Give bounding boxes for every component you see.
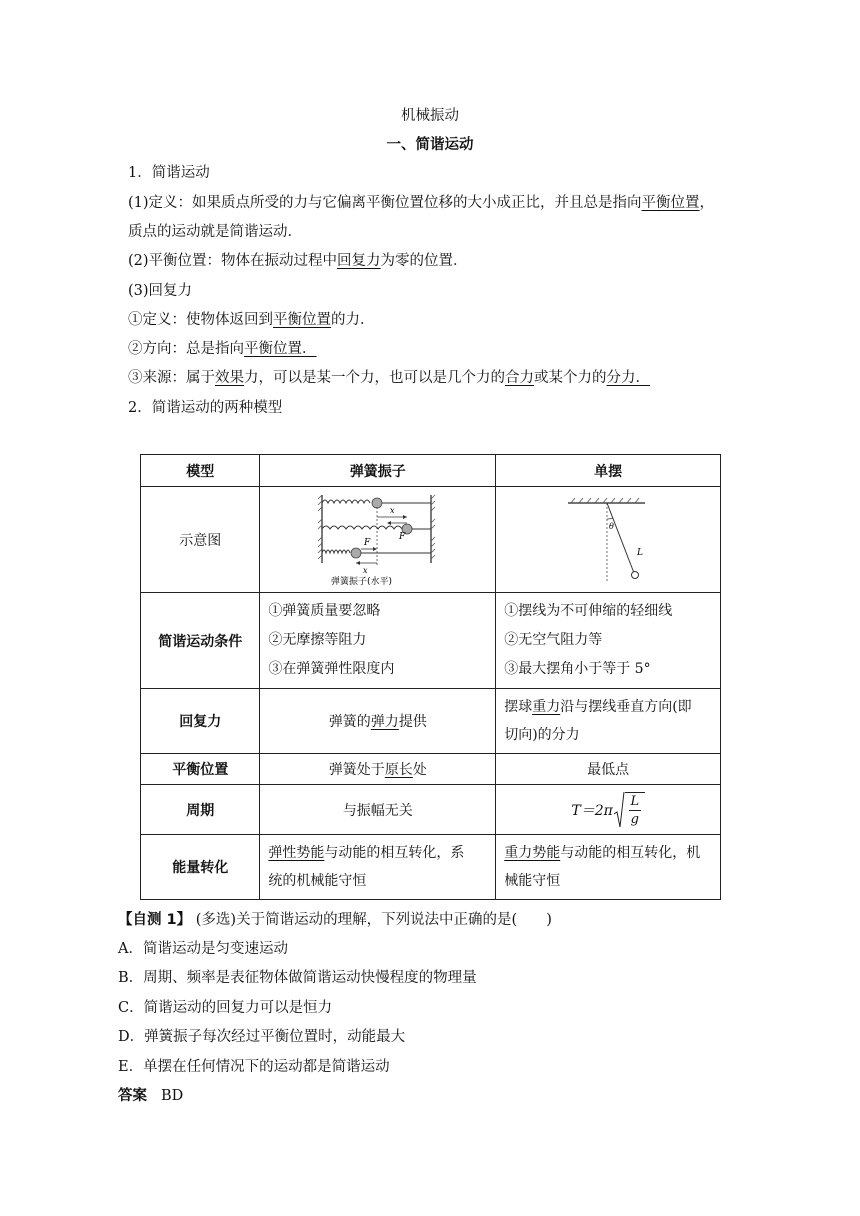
paragraph-two-models: 2．简谐运动的两种模型 <box>128 400 283 416</box>
force-label: F <box>398 531 406 542</box>
paragraph-restoring-force: (3)回复力 <box>128 283 193 299</box>
blank-answer: 弹性势能 <box>268 845 325 861</box>
blank-answer: 弹力 <box>370 714 399 730</box>
force-label: F <box>363 537 371 548</box>
paragraph-rf-definition: ①定义：使物体返回到平衡位置的力． <box>128 312 375 328</box>
quiz-tag: 【自测 1】 <box>118 912 192 928</box>
spring-equilibrium: 弹簧处于原长处 <box>260 754 496 785</box>
quiz-answer <box>118 1086 728 1106</box>
paragraph-definition-cont: 质点的运动就是简谐运动． <box>128 224 302 240</box>
pendulum-conditions: ①摆线为不可伸缩的轻细线 ②无空气阻力等 ③最大摆角小于等于 5° <box>496 593 721 689</box>
table-header: 单摆 <box>496 455 721 487</box>
blank-answer: 重力势能 <box>504 845 561 861</box>
paragraph-equilibrium: (2)平衡位置：物体在振动过程中回复力为零的位置． <box>128 253 468 269</box>
spring-period: 与振幅无关 <box>260 785 496 835</box>
displacement-label: x <box>362 565 368 575</box>
row-label: 示意图 <box>141 487 260 593</box>
pendulum-period-formula <box>496 785 721 835</box>
model-comparison-table <box>140 454 721 900</box>
quiz-option: A．简谐运动是匀变速运动 <box>118 941 288 957</box>
quiz-stem: 【自测 1】 (多选)关于简谐运动的理解，下列说法中正确的是( ) <box>118 912 552 928</box>
quiz-option: D．弹簧振子每次经过平衡位置时，动能最大 <box>118 1029 406 1045</box>
pendulum-diagram <box>563 495 653 585</box>
blank-answer: 合力 <box>505 370 534 386</box>
formula-numerator: L <box>630 793 640 809</box>
row-label: 简谐运动条件 <box>141 593 260 689</box>
paragraph-definition: (1)定义：如果质点所受的力与它偏离平衡位置位移的大小成正比，并且总是指向平衡位置， <box>128 195 715 211</box>
sqrt-icon <box>613 790 625 830</box>
blank-answer: 原长 <box>384 762 413 778</box>
pendulum-restoring-force: 摆球重力沿与摆线垂直方向(即 切向)的分力 <box>496 689 721 754</box>
paragraph-rf-direction: ②方向：总是指向平衡位置． <box>128 341 317 357</box>
chapter-title: 机械振动 <box>401 108 459 124</box>
paragraph-1: 1．简谐运动 <box>128 165 210 181</box>
table-header: 弹簧振子 <box>260 455 496 487</box>
spring-conditions: ①弹簧质量要忽略 ②无摩擦等阻力 ③在弹簧弹性限度内 <box>260 593 496 689</box>
spring-oscillator-figure <box>260 487 496 593</box>
spring-restoring-force: 弹簧的弹力提供 <box>260 689 496 754</box>
blank-answer: 平衡位置 <box>273 312 331 328</box>
quiz-option: E．单摆在任何情况下的运动都是简谐运动 <box>118 1059 390 1075</box>
spring-diagram <box>317 493 439 587</box>
blank-answer: 分力． <box>606 370 650 386</box>
row-label: 回复力 <box>141 689 260 754</box>
displacement-label: x <box>389 505 395 515</box>
pendulum-figure <box>496 487 721 593</box>
row-label: 周期 <box>141 785 260 835</box>
answer-value: BD <box>161 1088 184 1104</box>
table-header: 模型 <box>141 455 260 487</box>
formula-denominator: g <box>630 811 639 827</box>
pendulum-energy: 重力势能与动能的相互转化，机 械能守恒 <box>496 835 721 900</box>
pendulum-equilibrium: 最低点 <box>496 754 721 785</box>
blank-answer: 平衡位置． <box>244 341 317 357</box>
section-heading: 一、简谐运动 <box>386 136 474 153</box>
formula-lhs: T＝2π <box>571 802 613 819</box>
blank-answer: 平衡位置 <box>641 195 700 211</box>
blank-answer: 效果 <box>215 370 244 386</box>
quiz-option: B．周期、频率是表征物体做简谐运动快慢程度的物理量 <box>118 970 477 986</box>
length-label: L <box>637 547 644 558</box>
row-label: 平衡位置 <box>141 754 260 785</box>
blank-answer: 重力 <box>532 699 561 715</box>
paragraph-rf-source: ③来源：属于效果力，可以是某一个力，也可以是几个力的合力或某个力的分力． <box>128 370 650 386</box>
row-label: 能量转化 <box>141 835 260 900</box>
answer-label: 答案 <box>118 1088 147 1104</box>
angle-label: θ <box>609 521 614 531</box>
spring-energy: 弹性势能与动能的相互转化，系 统的机械能守恒 <box>260 835 496 900</box>
figure-caption: 弹簧振子(水平) <box>330 576 392 587</box>
blank-answer: 回复力 <box>337 253 381 269</box>
quiz-option: C．简谐运动的回复力可以是恒力 <box>118 1000 333 1016</box>
